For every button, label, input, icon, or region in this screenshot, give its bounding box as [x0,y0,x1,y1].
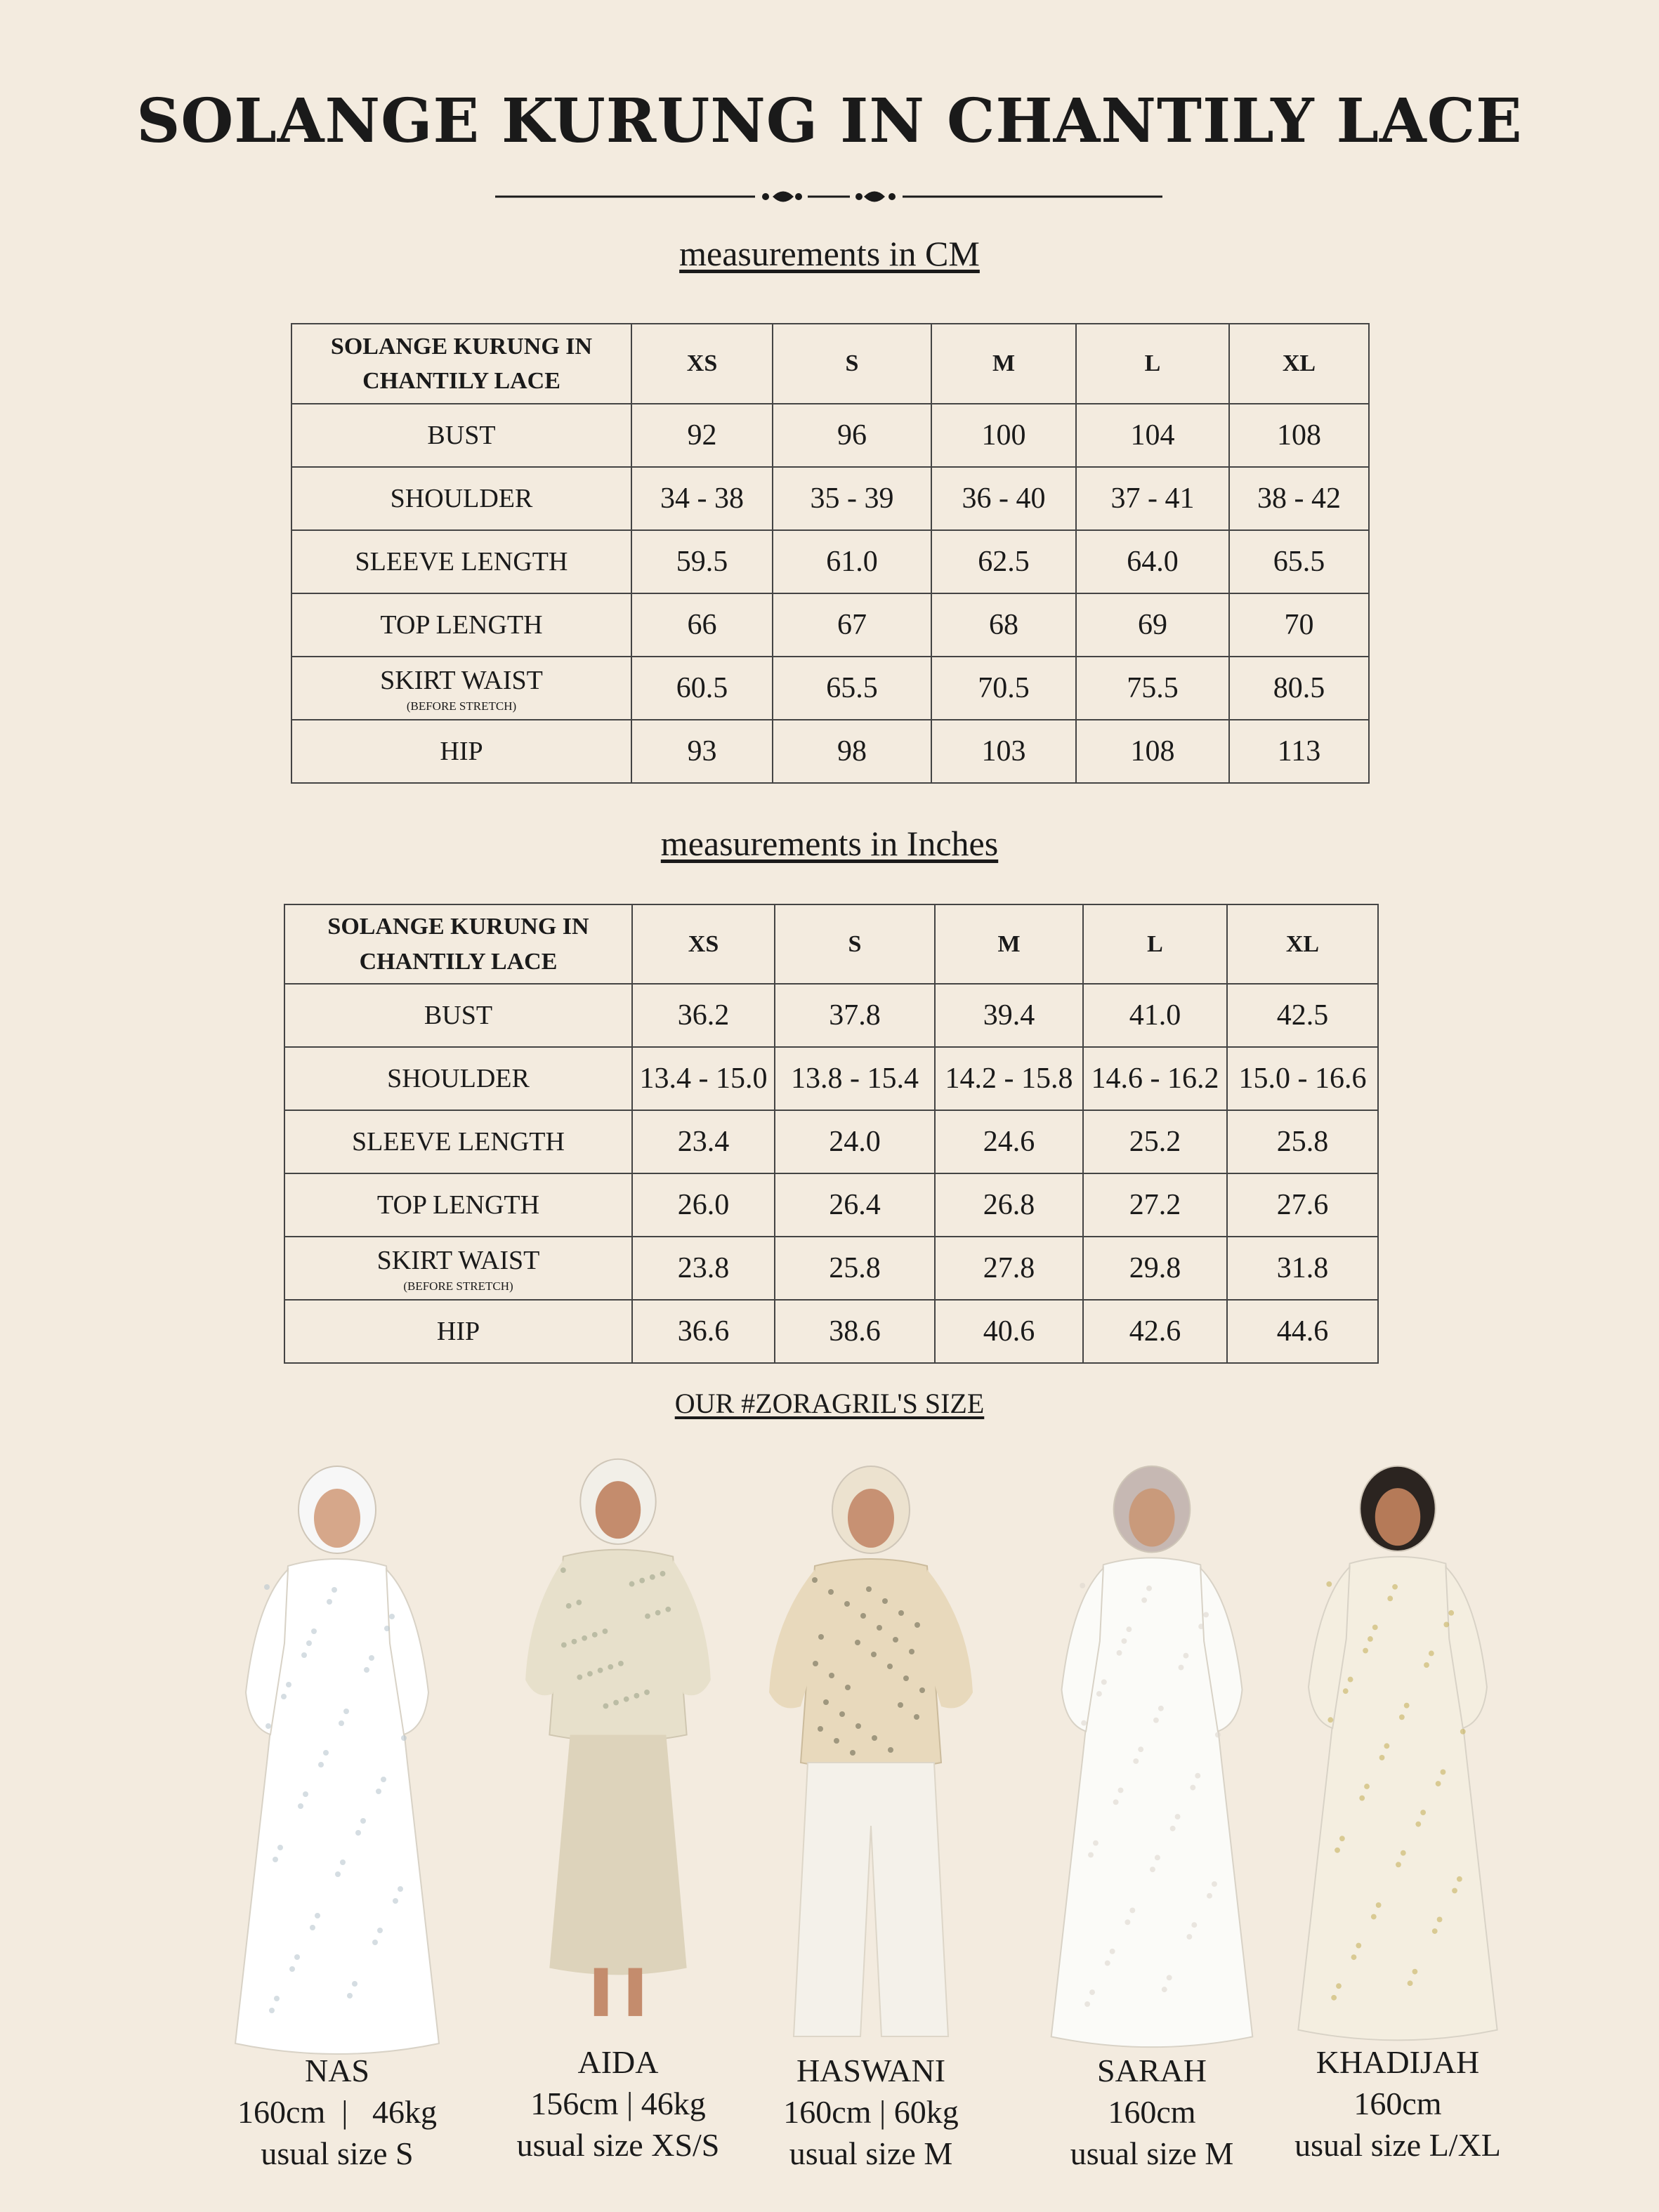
cm-value-cell: 80.5 [1229,657,1369,720]
inches-value-cell: 42.5 [1227,984,1378,1047]
measurement-label: SHOULDER [390,484,533,513]
inches-value-cell: 14.2 - 15.8 [935,1047,1083,1110]
inches-value-cell: 29.8 [1083,1237,1227,1300]
inches-row-top-length [284,1173,1378,1237]
inches-heading: measurements in Inches [660,824,999,863]
inches-value-cell: 27.6 [1227,1173,1378,1237]
cm-value-cell: 34 - 38 [631,467,773,530]
model-usual: usual size M [789,2135,953,2171]
model-stats: 160cm | 46kg [237,2093,437,2130]
inches-value-cell: 37.8 [775,984,935,1047]
cm-heading: measurements in CM [679,234,980,273]
model-stats: 156cm | 46kg [530,2085,706,2121]
cm-value-cell: 104 [1076,404,1229,467]
inches-value-cell: 42.6 [1083,1300,1227,1363]
inches-corner-line2: CHANTILY LACE [359,948,558,975]
model-stats: 160cm [1108,2093,1196,2130]
inches-row-label [284,1237,632,1300]
cm-row-hip [291,720,1369,783]
inches-size-table [284,904,1379,1364]
cm-row-label [291,593,631,657]
inches-row-label [284,1047,632,1110]
inches-value-cell: 36.2 [632,984,775,1047]
inches-value-cell: 25.8 [775,1237,935,1300]
model-usual: usual size S [261,2135,414,2171]
inches-row-hip [284,1300,1378,1363]
measurement-label: HIP [436,1317,480,1346]
cm-value-cell: 68 [931,593,1076,657]
model-name: HASWANI [796,2053,946,2088]
models-heading: OUR #ZORAGRIL'S SIZE [674,1388,985,1419]
model-photo [730,1461,1011,2065]
inches-value-cell: 15.0 - 16.6 [1227,1047,1378,1110]
measurement-note: (BEFORE STRETCH) [403,1279,513,1293]
cm-header-row [291,324,1369,404]
inches-value-cell: 40.6 [935,1300,1083,1363]
cm-value-cell: 70.5 [931,657,1076,720]
cm-row-label [291,720,631,783]
inches-row-skirt-waist [284,1237,1378,1300]
model-stats: 160cm | 60kg [783,2093,959,2130]
inches-row-label [284,1110,632,1173]
cm-corner-cell [291,324,631,404]
measurement-label: SKIRT WAIST [380,665,543,695]
cm-row-label [291,404,631,467]
measurement-label: TOP LENGTH [380,610,543,640]
inches-row-label [284,984,632,1047]
cm-value-cell: 69 [1076,593,1229,657]
measurement-label: BUST [427,421,496,450]
model-photo [197,1461,478,2065]
model-name: SARAH [1097,2053,1207,2088]
inches-value-cell: 27.8 [935,1237,1083,1300]
cm-value-cell: 35 - 39 [773,467,931,530]
cm-row-label [291,467,631,530]
measurement-label: SLEEVE LENGTH [352,1127,565,1157]
cm-value-cell: 66 [631,593,773,657]
measurement-label: SLEEVE LENGTH [355,547,568,577]
inches-size-m: M [935,904,1083,984]
cm-value-cell: 65.5 [1229,530,1369,593]
inches-value-cell: 39.4 [935,984,1083,1047]
cm-corner-line2: CHANTILY LACE [362,368,560,394]
inches-size-l: L [1083,904,1227,984]
model-photo [1011,1461,1292,2058]
inches-value-cell: 31.8 [1227,1237,1378,1300]
inches-header-row [284,904,1378,984]
models-row [0,1440,1659,2212]
measurement-label: SKIRT WAIST [376,1245,540,1275]
inches-size-xl: XL [1227,904,1378,984]
inches-size-xs: XS [632,904,775,984]
cm-row-bust [291,404,1369,467]
inches-row-label [284,1173,632,1237]
cm-value-cell: 38 - 42 [1229,467,1369,530]
inches-value-cell: 23.8 [632,1237,775,1300]
cm-value-cell: 113 [1229,720,1369,783]
cm-row-sleeve-length [291,530,1369,593]
page-title: SOLANGE KURUNG IN CHANTILY LACE [136,86,1523,157]
measurement-label: SHOULDER [387,1064,530,1093]
measurement-label: HIP [440,737,483,766]
inches-value-cell: 13.4 - 15.0 [632,1047,775,1110]
cm-value-cell: 98 [773,720,931,783]
cm-corner-line1: SOLANGE KURUNG IN [330,333,593,360]
cm-value-cell: 60.5 [631,657,773,720]
inches-value-cell: 26.4 [775,1173,935,1237]
model-caption [1187,2042,1608,2166]
model-usual: usual size L/XL [1294,2126,1501,2163]
measurement-label: BUST [424,1001,493,1030]
model-card-khadijah [1257,1440,1538,2212]
cm-value-cell: 100 [931,404,1076,467]
inches-value-cell: 36.6 [632,1300,775,1363]
cm-value-cell: 59.5 [631,530,773,593]
cm-value-cell: 65.5 [773,657,931,720]
cm-row-label [291,657,631,720]
cm-size-xs: XS [631,324,773,404]
model-name: NAS [304,2053,370,2088]
cm-value-cell: 36 - 40 [931,467,1076,530]
inches-value-cell: 26.8 [935,1173,1083,1237]
cm-value-cell: 93 [631,720,773,783]
inches-value-cell: 13.8 - 15.4 [775,1047,935,1110]
inches-value-cell: 26.0 [632,1173,775,1237]
model-usual: usual size M [1070,2135,1234,2171]
inches-size-s: S [775,904,935,984]
model-usual: usual size XS/S [516,2126,720,2163]
model-photo [1257,1461,1538,2050]
inches-row-bust [284,984,1378,1047]
inches-value-cell: 24.0 [775,1110,935,1173]
cm-value-cell: 37 - 41 [1076,467,1229,530]
inches-value-cell: 25.8 [1227,1110,1378,1173]
inches-row-label [284,1300,632,1363]
cm-value-cell: 96 [773,404,931,467]
inches-value-cell: 38.6 [775,1300,935,1363]
model-stats: 160cm [1353,2085,1442,2121]
inches-value-cell: 41.0 [1083,984,1227,1047]
inches-value-cell: 14.6 - 16.2 [1083,1047,1227,1110]
cm-size-m: M [931,324,1076,404]
cm-value-cell: 64.0 [1076,530,1229,593]
inches-value-cell: 44.6 [1227,1300,1378,1363]
cm-value-cell: 62.5 [931,530,1076,593]
inches-row-shoulder [284,1047,1378,1110]
cm-row-skirt-waist [291,657,1369,720]
cm-value-cell: 108 [1229,404,1369,467]
inches-row-sleeve-length [284,1110,1378,1173]
cm-size-l: L [1076,324,1229,404]
measurement-note: (BEFORE STRETCH) [406,699,517,713]
cm-value-cell: 103 [931,720,1076,783]
model-photo [478,1454,759,2043]
cm-value-cell: 67 [773,593,931,657]
inches-corner-line1: SOLANGE KURUNG IN [327,914,589,940]
cm-value-cell: 61.0 [773,530,931,593]
inches-value-cell: 25.2 [1083,1110,1227,1173]
inches-value-cell: 24.6 [935,1110,1083,1173]
cm-value-cell: 108 [1076,720,1229,783]
cm-size-xl: XL [1229,324,1369,404]
cm-row-label [291,530,631,593]
inches-corner-cell [284,904,632,984]
cm-size-table [291,323,1370,784]
measurement-label: TOP LENGTH [376,1190,540,1220]
model-name: KHADIJAH [1316,2044,1480,2080]
cm-value-cell: 92 [631,404,773,467]
inches-value-cell: 27.2 [1083,1173,1227,1237]
cm-row-shoulder [291,467,1369,530]
cm-value-cell: 75.5 [1076,657,1229,720]
inches-value-cell: 23.4 [632,1110,775,1173]
cm-row-top-length [291,593,1369,657]
model-name: AIDA [577,2044,659,2080]
cm-value-cell: 70 [1229,593,1369,657]
ornamental-divider [495,183,1162,211]
cm-size-s: S [773,324,931,404]
